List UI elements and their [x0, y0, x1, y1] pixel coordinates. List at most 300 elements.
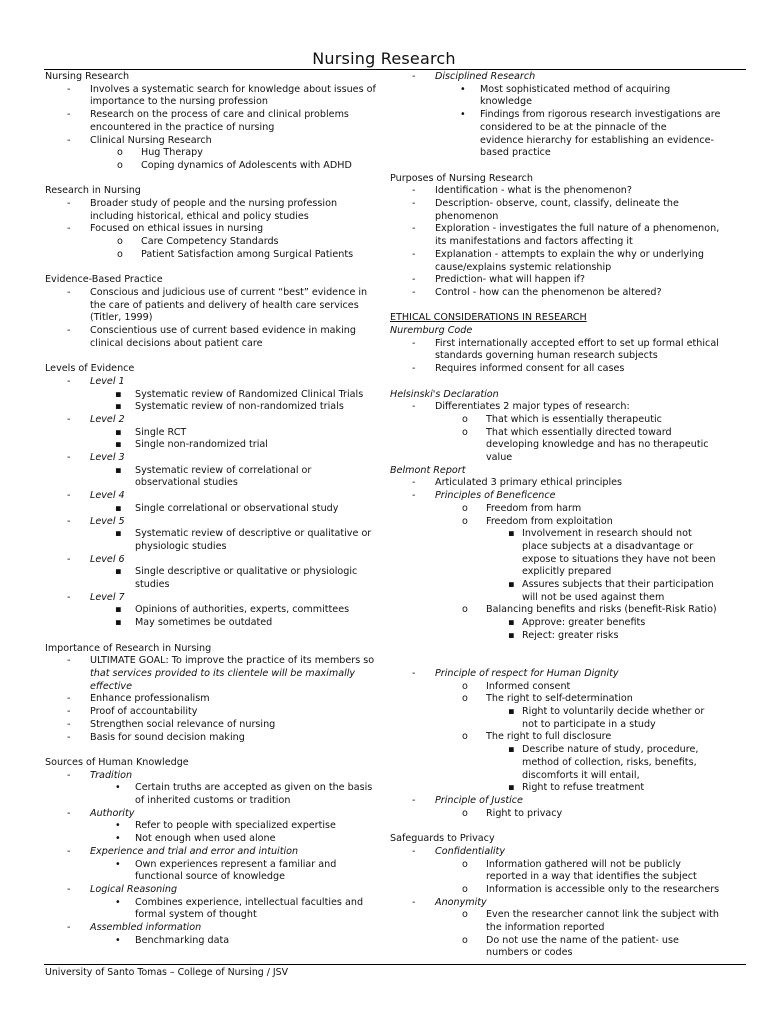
outline-line [45, 617, 385, 630]
blank-line [45, 744, 385, 757]
outline-line [390, 477, 730, 490]
outline-line [390, 668, 730, 681]
dash-bullet: - [67, 591, 71, 603]
line-text: Safeguards to Privacy [390, 833, 495, 845]
line-text: Right to voluntarily decide whether or [522, 706, 705, 718]
dash-bullet: - [412, 248, 416, 260]
outline-line [390, 782, 730, 795]
outline-line [390, 681, 730, 694]
square-bullet: ▪ [115, 426, 122, 438]
line-text: Identification - what is the phenomenon? [435, 185, 632, 197]
outline-line [45, 122, 385, 135]
line-text: Assures subjects that their participation [522, 579, 714, 591]
outline-line [390, 541, 730, 554]
line-text: Research on the process of care and clinical problems [90, 109, 349, 121]
outline-line [45, 490, 385, 503]
blank-line [45, 173, 385, 186]
line-text: Broader study of people and the nursing profession [90, 198, 338, 210]
circle-bullet: o [117, 236, 123, 248]
line-text: Principles of Beneficence [435, 490, 556, 502]
line-text: Single non-randomized trial [135, 439, 268, 451]
section-heading [45, 71, 385, 84]
outline-line [390, 579, 730, 592]
line-text: Disciplined Research [435, 71, 536, 82]
square-bullet: ▪ [508, 629, 515, 641]
outline-line [45, 503, 385, 516]
square-bullet: ▪ [115, 566, 122, 578]
line-text: Control - how can the phenomenon be altered? [435, 286, 662, 298]
square-bullet: ▪ [115, 502, 122, 514]
circle-bullet: o [462, 693, 468, 705]
line-text: Own experiences represent a familiar and [135, 858, 337, 870]
line-text: physiologic studies [135, 540, 227, 552]
outline-line [45, 668, 385, 681]
outline-line [390, 84, 730, 97]
square-bullet: • [115, 782, 121, 794]
line-text: Confidentiality [435, 845, 505, 857]
dash-bullet: - [67, 134, 71, 146]
outline-line [45, 439, 385, 452]
dash-bullet: - [67, 693, 71, 705]
line-text: Care Competency Standards [141, 236, 279, 248]
line-text: explicitly prepared [522, 566, 612, 578]
circle-bullet: o [462, 413, 468, 425]
outline-line [45, 109, 385, 122]
outline-line [45, 820, 385, 833]
outline-line [390, 604, 730, 617]
dash-bullet: - [67, 325, 71, 337]
line-text: Level 4 [90, 490, 125, 502]
dash-bullet: - [412, 274, 416, 286]
outline-line [390, 871, 730, 884]
circle-bullet: o [117, 248, 123, 260]
outline-line [390, 757, 730, 770]
outline-line [45, 223, 385, 236]
blank-line [390, 376, 730, 389]
line-text: Conscientious use of current based evidence in making [90, 325, 356, 337]
section-heading [45, 363, 385, 376]
line-text: expose to situations they have not been [522, 553, 716, 565]
line-text: Importance of Research in Nursing [45, 642, 212, 654]
outline-line [390, 262, 730, 275]
line-text: Nursing Research [45, 71, 130, 82]
dash-bullet: - [67, 109, 71, 121]
outline-line [45, 922, 385, 935]
line-text: Do not use the name of the patient- use [486, 934, 679, 946]
outline-line [390, 122, 730, 135]
line-text: Explanation - attempts to explain the why or underlying [435, 248, 704, 260]
line-text: Level 3 [90, 452, 125, 464]
dash-bullet: - [67, 286, 71, 298]
outline-line [390, 909, 730, 922]
line-text: Right to refuse treatment [522, 782, 645, 794]
outline-line [45, 211, 385, 224]
square-bullet: ▪ [115, 464, 122, 476]
dash-bullet: - [412, 896, 416, 908]
page-title: Nursing Research [312, 49, 456, 68]
line-text: its manifestations and factors affecting it [435, 236, 633, 248]
square-bullet: ▪ [508, 528, 515, 540]
outline-line [390, 109, 730, 122]
line-text: Belmont Report [390, 464, 466, 476]
outline-line [390, 935, 730, 948]
square-bullet: ▪ [115, 439, 122, 451]
blank-line [45, 350, 385, 363]
outline-line [390, 516, 730, 529]
circle-bullet: o [462, 731, 468, 743]
outline-line [45, 376, 385, 389]
line-text: (Titler, 1999) [90, 312, 153, 324]
line-text: Description- observe, count, classify, delineate the [435, 198, 679, 210]
line-text: Assembled information [90, 922, 202, 934]
line-text: Systematic review of non-randomized trials [135, 401, 344, 413]
line-text: Tradition [90, 769, 133, 781]
section-heading [45, 274, 385, 287]
line-text: Conscious and judicious use of current “best” evidence in [90, 286, 368, 298]
dash-bullet: - [67, 807, 71, 819]
outline-line [45, 719, 385, 732]
dash-bullet: - [67, 413, 71, 425]
line-text: numbers or codes [486, 947, 573, 959]
square-bullet: ▪ [115, 388, 122, 400]
line-text: May sometimes be outdated [135, 617, 273, 629]
line-text: phenomenon [435, 210, 499, 222]
outline-line [45, 554, 385, 567]
line-text: Focused on ethical issues in nursing [90, 223, 264, 235]
dash-bullet: - [412, 185, 416, 197]
line-text: Principle of Justice [435, 795, 523, 806]
line-text: encountered in the practice of nursing [90, 121, 275, 133]
line-text: formal system of thought [135, 909, 257, 921]
square-bullet: • [115, 820, 121, 832]
outline-line [45, 871, 385, 884]
outline-line [390, 274, 730, 287]
line-text: will not be used against them [522, 591, 665, 603]
outline-line [390, 719, 730, 732]
blank-line [45, 262, 385, 275]
line-text: Exploration - investigates the full nature of a phenomenon, [435, 223, 720, 235]
line-text: The right to full disclosure [486, 731, 612, 743]
outline-line [45, 477, 385, 490]
line-text: First internationally accepted effort to set up formal ethical [435, 337, 719, 349]
line-text: Balancing benefits and risks (benefit-Risk Ratio) [486, 604, 717, 616]
section-heading [390, 312, 730, 325]
line-text: Patient Satisfaction among Surgical Patients [141, 248, 354, 260]
circle-bullet: o [462, 858, 468, 870]
square-bullet: ▪ [508, 706, 515, 718]
dash-bullet: - [412, 795, 416, 806]
outline-line [45, 566, 385, 579]
square-bullet: ▪ [508, 782, 515, 794]
outline-line [390, 96, 730, 109]
outline-line [390, 223, 730, 236]
circle-bullet: o [462, 934, 468, 946]
line-text: Differentiates 2 major types of research: [435, 401, 630, 413]
line-text: place subjects at a disadvantage or [522, 540, 694, 552]
blank-line [390, 160, 730, 173]
line-text: Informed consent [486, 680, 571, 692]
outline-line [390, 528, 730, 541]
outline-line [45, 160, 385, 173]
outline-line [390, 198, 730, 211]
line-text: Information is accessible only to the researchers [486, 883, 720, 895]
square-bullet: ▪ [508, 744, 515, 756]
dash-bullet: - [412, 198, 416, 210]
line-text: Evidence-Based Practice [45, 274, 163, 286]
section-heading [390, 173, 730, 186]
line-text: Single RCT [135, 426, 187, 438]
outline-line [390, 808, 730, 821]
line-text: Involves a systematic search for knowledge about issues of [90, 83, 376, 95]
line-text: functional source of knowledge [135, 871, 285, 883]
outline-line [45, 795, 385, 808]
line-text: considered to be at the pinnacle of the [480, 121, 667, 133]
outline-line [45, 693, 385, 706]
left-column [45, 71, 385, 947]
line-text: That which essentially directed toward [486, 426, 672, 438]
outline-line [45, 465, 385, 478]
line-text: Level 2 [90, 413, 125, 425]
square-bullet: • [460, 109, 466, 121]
outline-line [45, 427, 385, 440]
line-text: ETHICAL CONSIDERATIONS IN RESEARCH [390, 312, 587, 324]
outline-line [390, 414, 730, 427]
outline-line [390, 744, 730, 757]
line-text: Helsinski's Declaration [390, 388, 499, 400]
section-heading [45, 757, 385, 770]
line-text: Articulated 3 primary ethical principles [435, 477, 623, 489]
footer-text: University of Santo Tomas – College of Nursing / JSV [45, 967, 289, 978]
square-bullet: ▪ [508, 579, 515, 591]
line-text: Benchmarking data [135, 934, 230, 946]
line-text: Combines experience, intellectual faculties and [135, 896, 364, 908]
line-text: The right to self-determination [486, 693, 633, 705]
square-bullet: ▪ [115, 401, 122, 413]
circle-bullet: o [462, 909, 468, 921]
line-text: Certain truths are accepted as given on the basis [135, 782, 373, 794]
outline-line [45, 300, 385, 313]
outline-line [390, 795, 730, 808]
line-text: based practice [480, 147, 551, 159]
outline-line [45, 884, 385, 897]
line-text: developing knowledge and has no therapeutic [486, 439, 709, 451]
outline-line [390, 236, 730, 249]
line-text: Basis for sound decision making [90, 731, 245, 743]
line-text: Refer to people with specialized expertise [135, 820, 336, 832]
line-text: Approve: greater benefits [522, 617, 646, 629]
line-text: Anonymity [435, 896, 487, 908]
dash-bullet: - [412, 223, 416, 235]
dash-bullet: - [67, 375, 71, 387]
dash-bullet: - [412, 71, 416, 82]
square-bullet: ▪ [115, 617, 122, 629]
outline-line [45, 325, 385, 338]
outline-line [390, 846, 730, 859]
outline-line [390, 147, 730, 160]
line-text: Systematic review of Randomized Clinical Trials [135, 388, 364, 400]
dash-bullet: - [67, 718, 71, 730]
line-text: Level 6 [90, 553, 125, 565]
outline-line [390, 350, 730, 363]
outline-line [390, 770, 730, 783]
line-text: Describe nature of study, procedure, [522, 744, 699, 756]
outline-line [45, 808, 385, 821]
outline-line [45, 897, 385, 910]
blank-line [390, 655, 730, 668]
outline-line [45, 338, 385, 351]
line-text: Logical Reasoning [90, 883, 178, 895]
section-heading [390, 325, 730, 338]
line-text: value [486, 452, 513, 464]
outline-line [390, 71, 730, 84]
outline-line [390, 363, 730, 376]
line-text: Hug Therapy [141, 147, 203, 159]
line-text: Level 5 [90, 515, 125, 527]
line-text: importance to the nursing profession [90, 96, 268, 108]
outline-line [45, 579, 385, 592]
line-text: of inherited customs or tradition [135, 795, 291, 806]
line-text: studies [135, 579, 170, 591]
outline-line [45, 732, 385, 745]
square-bullet: ▪ [115, 604, 122, 616]
dash-bullet: - [412, 667, 416, 679]
outline-line [390, 135, 730, 148]
circle-bullet: o [462, 883, 468, 895]
line-text: Freedom from harm [486, 502, 582, 514]
dash-bullet: - [67, 706, 71, 718]
line-text: Enhance professionalism [90, 693, 210, 705]
line-text: Even the researcher cannot link the subject with [486, 909, 719, 921]
outline-line [45, 452, 385, 465]
section-heading [45, 185, 385, 198]
line-text: Purposes of Nursing Research [390, 172, 533, 184]
outline-line [390, 592, 730, 605]
outline-line [390, 427, 730, 440]
outline-line [390, 185, 730, 198]
line-text: Coping dynamics of Adolescents with ADHD [141, 159, 352, 171]
line-text: Requires informed consent for all cases [435, 363, 625, 375]
line-text: Principle of respect for Human Dignity [435, 667, 619, 679]
outline-line [390, 617, 730, 630]
line-text: Authority [90, 807, 135, 819]
outline-line [45, 198, 385, 211]
line-text: knowledge [480, 96, 533, 108]
circle-bullet: o [462, 502, 468, 514]
section-heading [390, 833, 730, 846]
dash-bullet: - [412, 401, 416, 413]
line-text: Proof of accountability [90, 706, 198, 718]
line-text: Systematic review of descriptive or qualitative or [135, 528, 372, 540]
line-text: Involvement in research should not [522, 528, 692, 540]
outline-line [45, 84, 385, 97]
line-text: Experience and trial and error and intuition [90, 845, 299, 857]
outline-line [45, 236, 385, 249]
dash-bullet: - [67, 883, 71, 895]
dash-bullet: - [67, 845, 71, 857]
line-text: not to participate in a study [522, 718, 656, 730]
outline-line [45, 681, 385, 694]
line-text: Opinions of authorities, experts, committees [135, 604, 350, 616]
dash-bullet: - [67, 452, 71, 464]
outline-line [390, 897, 730, 910]
dash-bullet: - [67, 83, 71, 95]
outline-line [390, 490, 730, 503]
outline-line [45, 541, 385, 554]
outline-line [45, 935, 385, 948]
dash-bullet: - [67, 198, 71, 210]
line-text: clinical decisions about patient care [90, 337, 263, 349]
outline-line [390, 439, 730, 452]
dash-bullet: - [412, 845, 416, 857]
line-text: Strengthen social relevance of nursing [90, 718, 276, 730]
section-heading [390, 465, 730, 478]
line-text: Systematic review of correlational or [135, 464, 312, 476]
dash-bullet: - [412, 286, 416, 298]
outline-line [45, 833, 385, 846]
outline-line [45, 859, 385, 872]
line-text: Findings from rigorous research investigations are [480, 109, 721, 121]
blank-line [390, 300, 730, 313]
section-heading [45, 643, 385, 656]
blank-line [390, 820, 730, 833]
outline-line [45, 528, 385, 541]
section-heading [390, 389, 730, 402]
square-bullet: • [115, 858, 121, 870]
line-text: evidence hierarchy for establishing an evidence- [480, 134, 714, 146]
outline-line [390, 706, 730, 719]
dash-bullet: - [67, 731, 71, 743]
line-text: effective [90, 680, 133, 692]
outline-line [390, 859, 730, 872]
dash-bullet: - [67, 655, 71, 667]
outline-line [45, 655, 385, 668]
outline-line [45, 389, 385, 402]
line-text: Right to privacy [486, 807, 563, 819]
line-text: Single descriptive or qualitative or physiologic [135, 566, 358, 578]
square-bullet: • [115, 896, 121, 908]
dash-bullet: - [412, 337, 416, 349]
outline-line [45, 249, 385, 262]
circle-bullet: o [117, 147, 123, 159]
dash-bullet: - [412, 363, 416, 375]
dash-bullet: - [67, 922, 71, 934]
dash-bullet: - [412, 477, 416, 489]
line-text: that services provided to its clientele will be maximally [90, 667, 356, 679]
outline-line [390, 401, 730, 414]
circle-bullet: o [462, 680, 468, 692]
outline-line [45, 516, 385, 529]
outline-line [390, 249, 730, 262]
blank-line [45, 630, 385, 643]
outline-line [390, 884, 730, 897]
square-bullet: • [115, 934, 121, 946]
circle-bullet: o [462, 807, 468, 819]
line-text: Research in Nursing [45, 185, 141, 197]
dash-bullet: - [412, 490, 416, 502]
outline-line [45, 414, 385, 427]
outline-line [45, 96, 385, 109]
line-text: including historical, ethical and policy studies [90, 210, 309, 222]
line-text: That which is essentially therapeutic [486, 413, 662, 425]
line-text: Information gathered will not be publicly [486, 858, 681, 870]
line-text: cause/explains systemic relationship [435, 261, 612, 273]
outline-line [45, 782, 385, 795]
line-text: Clinical Nursing Research [90, 134, 212, 146]
outline-line [390, 566, 730, 579]
outline-line [45, 147, 385, 160]
line-text: the information reported [486, 922, 605, 934]
dash-bullet: - [67, 515, 71, 527]
